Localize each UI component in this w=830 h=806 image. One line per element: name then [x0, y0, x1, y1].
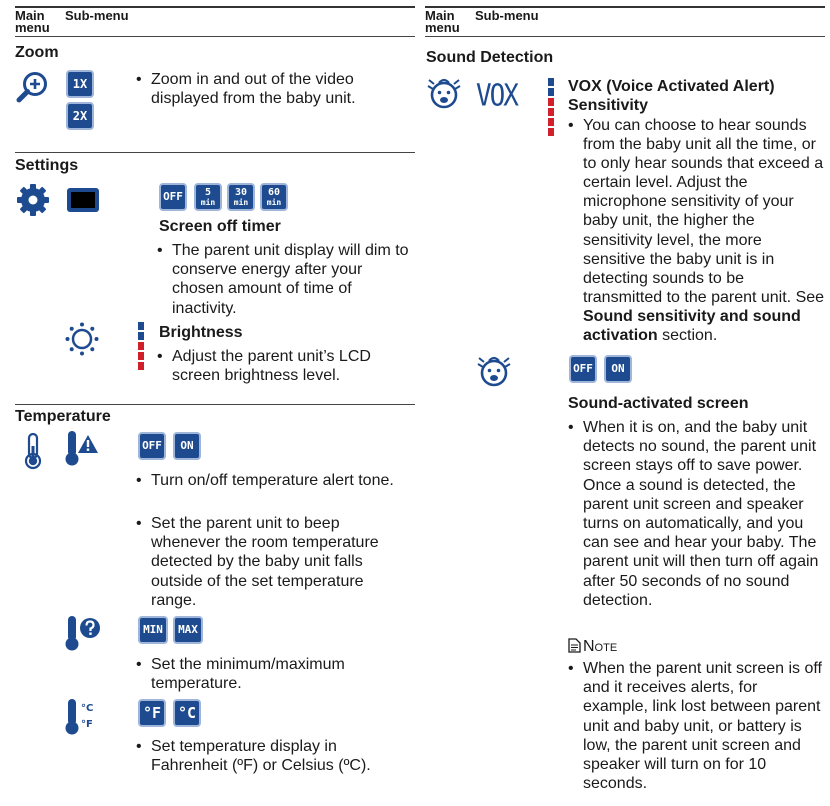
zoom-2x-button[interactable]: 2X: [66, 102, 94, 130]
unit-fahrenheit-button[interactable]: °F: [138, 699, 166, 727]
baby-face-icon-2: [476, 354, 512, 388]
zoom-1x-button[interactable]: 1X: [66, 70, 94, 98]
screen-off-title: Screen off timer: [159, 218, 281, 235]
temp-range-text: Set the minimum/maximum temperature.: [151, 656, 345, 693]
gear-icon: [16, 183, 50, 217]
temp-min-button[interactable]: MIN: [138, 616, 168, 644]
unit-celsius-button[interactable]: °C: [173, 699, 201, 727]
zoom-title: Zoom: [15, 44, 59, 61]
svg-text:°C: °C: [81, 703, 94, 714]
screen-off-bullet: • The parent unit display will dim to conserve energy after your chosen amount of time of inactivity.: [157, 242, 409, 317]
brightness-sun-icon: [65, 322, 99, 356]
vox-title: VOX (Voice Activated Alert) Sensitivity: [568, 78, 775, 115]
temp-range-bullet: • Set the minimum/maximum temperature.: [136, 656, 345, 693]
note-text: When the parent unit screen is off and it receives alerts, for example, link lost between parent unit and baby unit, or battery is low, the parent unit screen and speaker will turn on for 10 seconds.: [583, 660, 822, 793]
header-main-menu: Main menu: [15, 8, 50, 35]
sound-screen-text: When it is on, and the baby unit detects no sound, the parent unit screen stays off to save power. Once a sound is detected, the parent unit screen and speaker turns on automatically, and you can see and hear your baby. The parent unit will then turn off again after 50 seconds of no sound detection.: [583, 419, 819, 609]
header-sub-menu: Sub-menu: [65, 8, 129, 23]
brightness-text: Adjust the parent unit’s LCD screen brightness level.: [172, 348, 371, 385]
vox-bullet: • You can choose to hear sounds from the baby unit all the time, or to only hear sounds that exceed a certain level. Adjust the microphone sensitivity of your baby unit, the higher the sensitivity level, the more sensitive the baby unit is in detecting sounds to be transmitted to the parent unit. See Sound sensitivity and sound activation section.: [568, 117, 825, 345]
thermometer-question-icon: [64, 614, 102, 652]
sound-screen-title: Sound-activated screen: [568, 395, 749, 412]
note-heading: Note: [568, 637, 617, 658]
temp-alert-on-button[interactable]: ON: [173, 432, 201, 460]
screen-icon: [66, 187, 100, 213]
zoom-magnifier-icon: [16, 70, 50, 104]
timer-60min-button[interactable]: 60 min: [260, 183, 288, 211]
svg-text:°F: °F: [81, 719, 93, 730]
temp-alert-text-1: Turn on/off temperature alert tone.: [151, 472, 394, 489]
vox-link-text: Sound sensitivity and sound activation: [583, 307, 801, 345]
temp-max-button[interactable]: MAX: [173, 616, 203, 644]
timer-5min-button[interactable]: 5 min: [194, 183, 222, 211]
temp-alert-bullet-1: • Turn on/off temperature alert tone.: [136, 472, 394, 489]
thermometer-alert-icon: [64, 429, 100, 467]
brightness-title: Brightness: [159, 324, 243, 341]
vox-sensitivity-bars: [548, 78, 555, 138]
baby-face-icon: [426, 76, 462, 110]
temp-unit-text: Set temperature display in Fahrenheit (ºF) or Celsius (ºC).: [151, 738, 371, 775]
timer-off-button[interactable]: OFF: [159, 183, 187, 211]
settings-rule: [15, 152, 415, 153]
timer-30min-button[interactable]: 30 min: [227, 183, 255, 211]
sound-screen-on-button[interactable]: ON: [604, 355, 632, 383]
thermometer-unit-icon: [64, 697, 100, 737]
temp-alert-text-2: Set the parent unit to beep whenever the room temperature detected by the baby unit falls outside of the set temperature range.: [151, 515, 379, 609]
brightness-level-bars: [138, 322, 145, 372]
screen-off-text: The parent unit display will dim to conserve energy after your chosen amount of time of inactivity.: [172, 242, 409, 317]
brightness-bullet: • Adjust the parent unit’s LCD screen brightness level.: [157, 348, 371, 385]
vox-label: VOX: [476, 78, 517, 114]
note-icon: [568, 638, 581, 658]
header-main-menu-right: Main menu: [425, 8, 460, 35]
sound-detection-title: Sound Detection: [426, 49, 554, 66]
temperature-title: Temperature: [15, 408, 111, 425]
zoom-text: Zoom in and out of the video displayed from the baby unit.: [151, 71, 356, 108]
temp-alert-off-button[interactable]: OFF: [138, 432, 166, 460]
vox-text: You can choose to hear sounds from the baby unit all the time, or to only hear sounds that exceed a certain level. Adjust the microphone sensitivity of your baby unit, the higher the sensitivity level, the more sensitive the baby unit is in detecting sounds to be transmitted to the parent unit. See: [583, 117, 825, 306]
header-sub-menu-right: Sub-menu: [475, 8, 539, 23]
temp-unit-bullet: • Set temperature display in Fahrenheit (ºF) or Celsius (ºC).: [136, 738, 371, 775]
temperature-rule: [15, 404, 415, 405]
note-bullet: • When the parent unit screen is off and it receives alerts, for example, link lost between parent unit and baby unit, or battery is low, the parent unit screen and speaker will turn on for 10 seconds.: [568, 660, 822, 793]
thermometer-icon: [22, 432, 44, 470]
temp-alert-bullet-2: • Set the parent unit to beep whenever the room temperature detected by the baby unit falls outside of the set temperature range.: [136, 515, 379, 609]
zoom-bullet: • Zoom in and out of the video displayed from the baby unit.: [136, 71, 356, 108]
header-rule-left: [15, 36, 415, 37]
sound-screen-off-button[interactable]: OFF: [569, 355, 597, 383]
header-rule-right: [425, 36, 825, 37]
settings-title: Settings: [15, 157, 79, 174]
sound-screen-bullet: • When it is on, and the baby unit detects no sound, the parent unit screen stays off to save power. Once a sound is detected, the parent unit screen and speaker turns on automatically, and you can see and hear your baby. The parent unit will then turn off again after 50 seconds of no sound detection.: [568, 419, 819, 609]
